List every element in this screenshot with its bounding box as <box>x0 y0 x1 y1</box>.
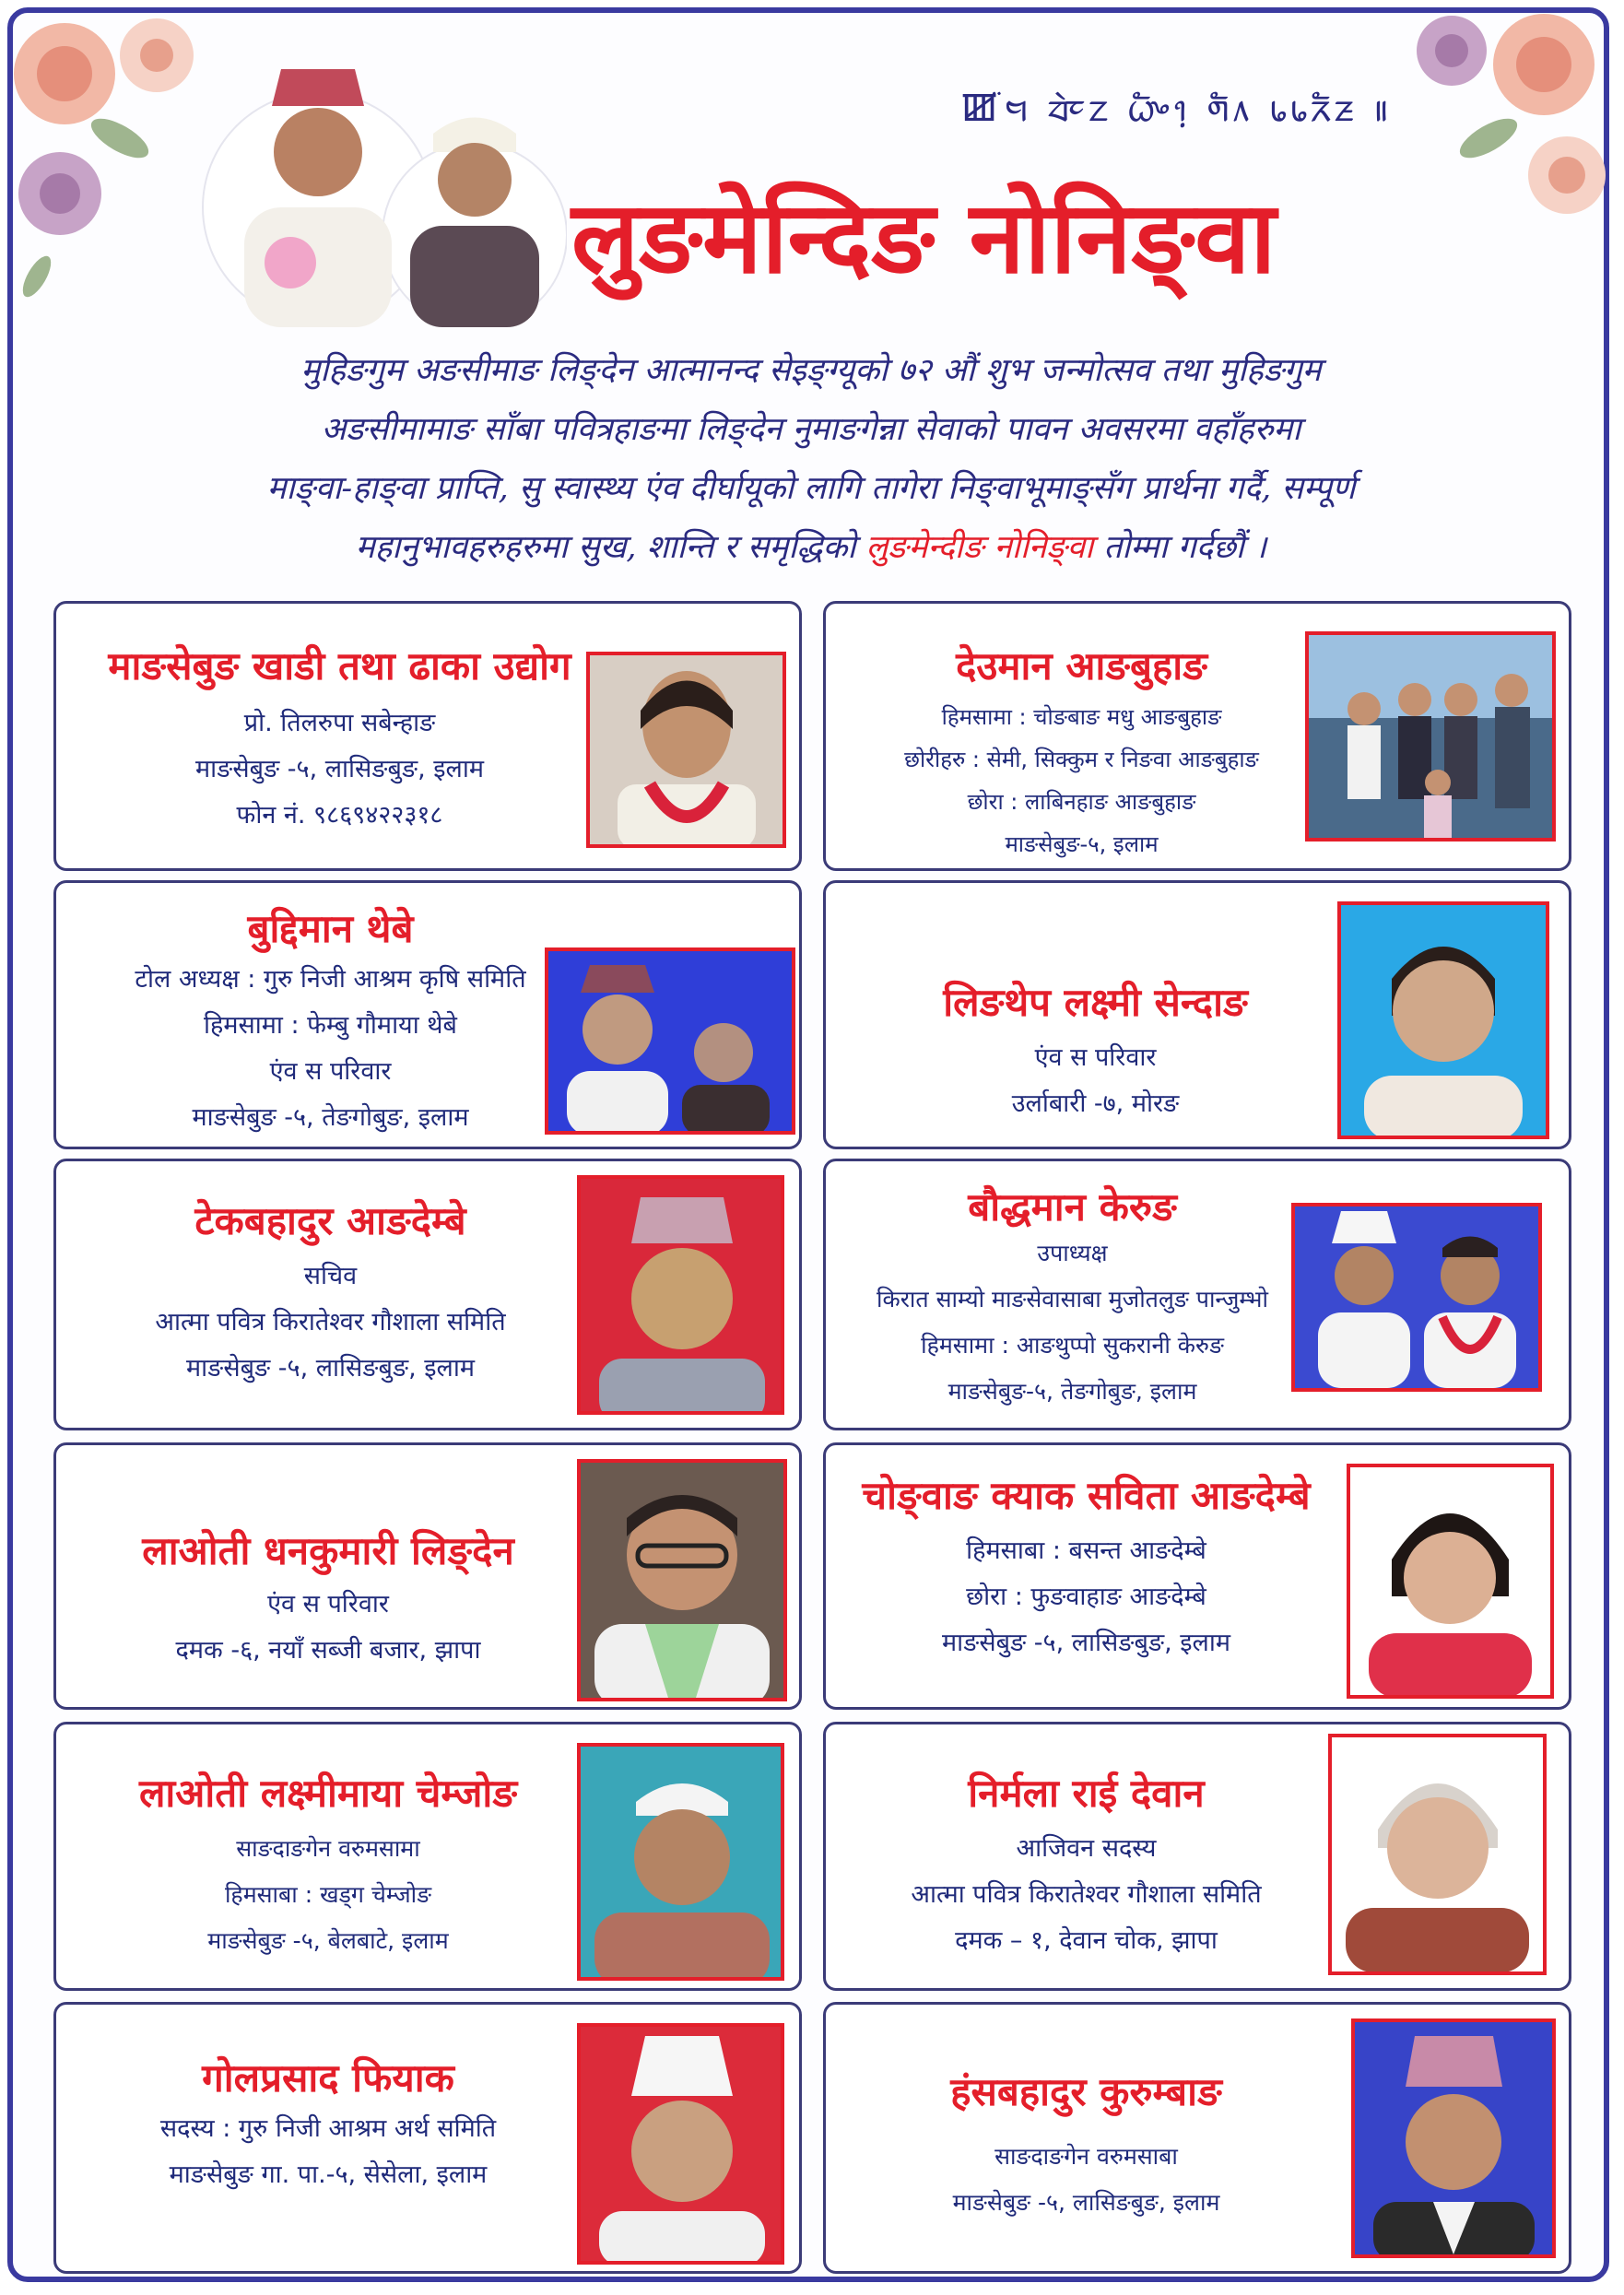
intro-paragraph <box>111 341 1512 577</box>
card-info-line: आत्मा पवित्र किरातेश्वर गौशाला समिति <box>155 1308 506 1336</box>
card-hansbahadur-kurumbang <box>823 2002 1571 2274</box>
card-golprasad-phiyak <box>53 2002 802 2274</box>
card-info <box>75 1253 586 1392</box>
card-info-line: आत्मा पवित्र किरातेश्वर गौशाला समिति <box>911 1880 1262 1909</box>
card-bauddhaman-kerung <box>823 1159 1571 1430</box>
card-name: लाओती धनकुमारी लिङ्देन <box>142 1528 514 1573</box>
card-info-line: माङसेबुङ -५, लासिङबुङ, इलाम <box>195 755 484 783</box>
card-info-line: एंव स परिवार <box>1034 1043 1157 1072</box>
card-info-line: माङसेबुङ -५, लासिङबुङ, इलाम <box>942 1629 1230 1657</box>
card-info-line: उपाध्यक्ष <box>1037 1240 1108 1266</box>
card-info-line: साङदाङगेन वरुमसामा <box>236 1835 420 1862</box>
card-info-line: हिमसाबा : खड्ग चेम्जोङ <box>224 1881 432 1908</box>
card-photo <box>577 1175 784 1415</box>
card-info-line: माङसेबुङ -५, तेङगोबुङ, इलाम <box>192 1103 469 1132</box>
card-name: लाओती लक्ष्मीमाया चेम्जोङ <box>138 1771 518 1816</box>
card-photo <box>577 1459 787 1701</box>
card-info-line: सचिव <box>303 1262 358 1290</box>
card-photo <box>1291 1203 1542 1392</box>
card-info-line: एंव स परिवार <box>269 1057 392 1086</box>
card-buddhiman-thebe <box>53 880 802 1149</box>
card-info <box>70 1582 586 1674</box>
card-name: लिङथेप लक्ष्मी सेन्दाङ <box>943 980 1248 1025</box>
card-info-line: दमक -६, नयाँ सब्जी बजार, झापा <box>175 1636 481 1665</box>
card-photo <box>1347 1464 1554 1699</box>
intro-line-4-end: तोम्मा गर्दछौं । <box>1093 529 1267 566</box>
script-line: ꯀ᤺ᤗ ᤔᤧᤰᤁ ᤐᤠᤴ᥄ ᤛᤠ᥈ ᥇᥇ᤖᤠᤏ ॥ <box>960 84 1392 131</box>
card-name: चोङ्वाङ क्याक सविता आङदेम्बे <box>862 1473 1311 1518</box>
card-info-line: हिमसामा : फेम्बु गौमाया थेबे <box>204 1011 457 1040</box>
card-info <box>840 1528 1333 1666</box>
card-info-line: माङसेबुङ-५, इलाम <box>1005 831 1159 857</box>
flower-decoration-top-left <box>9 9 230 313</box>
card-info-line: छोरीहरु : सेमी, सिक्कुम र निङवा आङबुहाङ <box>904 747 1259 772</box>
card-info-line: छोरा : फुङवाहाङ आङदेम्बे <box>966 1583 1206 1611</box>
card-info <box>70 2106 586 2198</box>
card-info-line: साङदाङगेन वरुमसाबा <box>994 2143 1178 2170</box>
header-portrait-couple <box>198 51 567 327</box>
card-name: देउमान आङबुहाङ <box>956 643 1207 688</box>
card-name: बुद्दिमान थेबे <box>247 906 414 951</box>
card-info <box>840 1826 1333 1964</box>
card-info-line: माङसेबुङ-५, तेङगोबुङ, इलाम <box>947 1378 1197 1405</box>
card-laoti-dhankumari <box>53 1442 802 1710</box>
card-info <box>844 696 1319 865</box>
card-info <box>70 1826 586 1964</box>
card-photo <box>586 652 786 848</box>
card-info-line: हिमसामा : चोङबाङ मधु आङबुहाङ <box>941 704 1222 730</box>
card-mangsebung-khadi <box>53 601 802 871</box>
intro-line-2: अङसीमामाङ साँबा पवित्रहाङमा लिङ्देन नुमाङगेन्ना सेवाको पावन अवसरमा वहाँहरुमा <box>321 411 1301 448</box>
card-tekbahadur-angdembe <box>53 1159 802 1430</box>
card-info <box>840 2134 1333 2226</box>
card-info-line: किरात साम्यो माङसेवासाबा मुजोतलुङ पान्जुम्भो <box>877 1286 1268 1312</box>
card-info <box>75 957 586 1141</box>
card-info-line: प्रो. तिलरुपा सबेन्हाङ <box>243 709 436 737</box>
card-info-line: हिमसामा : आङथुप्पो सुकरानी केरुङ <box>921 1332 1224 1359</box>
intro-line-4 <box>111 518 1512 577</box>
card-name: बौद्धमान केरुङ <box>968 1184 1177 1230</box>
card-name: माङसेबुङ खाडी तथा ढाका उद्योग <box>108 643 571 688</box>
card-info-line: माङसेबुङ गा. पा.-५, सेसेला, इलाम <box>169 2160 488 2189</box>
card-info-line: एंव स परिवार <box>267 1590 389 1618</box>
card-info-line: छोरा : लाबिनहाङ आङबुहाङ <box>967 789 1196 815</box>
card-photo <box>577 2023 784 2265</box>
intro-highlight: लुङमेन्दीङ नोनिङ्वा <box>865 529 1094 566</box>
card-info-line: उर्लाबारी -७, मोरङ <box>1011 1089 1180 1118</box>
card-name: टेकबहादुर आङदेम्बे <box>194 1198 466 1243</box>
card-info-line: सदस्य : गुरु निजी आश्रम अर्थ समिति <box>159 2114 497 2143</box>
card-name: निर्मला राई देवान <box>968 1771 1205 1816</box>
card-info-line: दमक – १, देवान चोक, झापा <box>955 1926 1218 1955</box>
card-photo <box>577 1743 784 1981</box>
card-info <box>844 1035 1347 1127</box>
card-info-line: टोल अध्यक्ष : गुरु निजी आश्रम कृषि समिति <box>135 965 526 994</box>
intro-line-1: मुहिङगुम अङसीमाङ लिङ्देन आत्मानन्द सेइङ्ग्यूको ७२ औं शुभ जन्मोत्सव तथा मुहिङगुम <box>300 352 1322 389</box>
card-nirmala-rai <box>823 1722 1571 1991</box>
card-laoti-laxmimaya <box>53 1722 802 1991</box>
card-info-line: माङसेबुङ -५, लासिङबुङ, इलाम <box>186 1354 475 1383</box>
card-photo <box>1305 631 1556 842</box>
card-deuman-angbuhang <box>823 601 1571 871</box>
card-info-line: आजिवन सदस्य <box>1016 1834 1157 1863</box>
card-photo <box>1328 1734 1547 1975</box>
card-info-line: माङसेबुङ -५, लासिङबुङ, इलाम <box>952 2189 1220 2216</box>
card-info <box>75 700 605 839</box>
card-photo <box>1351 2018 1556 2258</box>
intro-line-4-start: महानुभावहरुहरुमा सुख, शान्ति र समृद्धिको <box>355 529 866 566</box>
card-lingthep-laxmi <box>823 880 1571 1149</box>
card-photo <box>1337 901 1549 1139</box>
card-chongwang-savita <box>823 1442 1571 1710</box>
card-info <box>835 1230 1310 1415</box>
card-info-line: माङसेबुङ -५, बेलबाटे, इलाम <box>207 1927 449 1954</box>
page-title: लुङमेन्दिङ नोनिङ्वा <box>571 181 1277 296</box>
card-info-line: हिमसाबा : बसन्त आङदेम्बे <box>966 1536 1206 1565</box>
card-photo <box>545 947 795 1135</box>
intro-line-3: माङ्वा-हाङ्वा प्राप्ति, सु स्वास्थ्य एंव दीर्घायूको लागि तागेरा निङ्वाभूमाङ्सँग प्रार्थना गर्दै, सम्पूर्ण <box>266 470 1356 507</box>
card-name: गोलप्रसाद फियाक <box>202 2055 454 2101</box>
card-name: हंसबहादुर कुरुम्बाङ <box>950 2069 1222 2114</box>
card-info-line: फोन नं. ९८६९४२२३१८ <box>236 801 443 830</box>
